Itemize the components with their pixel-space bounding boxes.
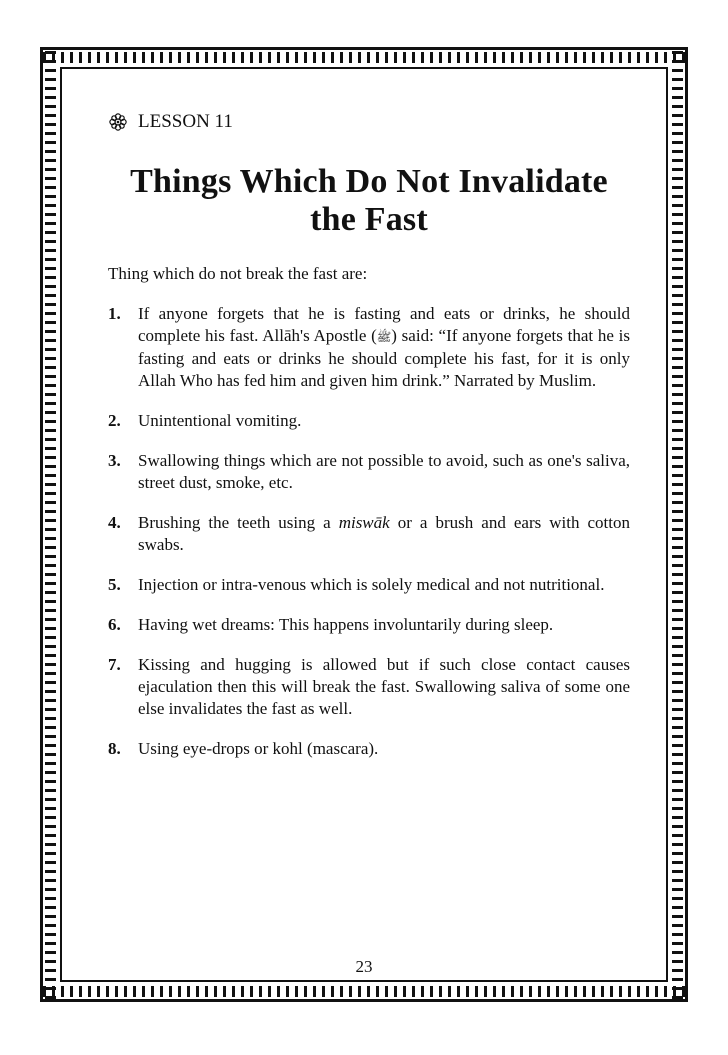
- item-text: Injection or intra-venous which is solely medical and not nutritional.: [138, 575, 605, 594]
- list-item: [108, 450, 630, 494]
- item-number: 6.: [108, 615, 121, 634]
- item-text: Having wet dreams: This happens involuntarily during sleep.: [138, 615, 554, 634]
- page-title-line-2: the Fast: [310, 201, 428, 238]
- item-text-part: If anyone forgets that he is fasting and eats or drinks, he should complete his fast. Allāh's Apostle (: [138, 304, 630, 345]
- item-text: Kissing and hugging is allowed but if such close contact causes ejaculation then this will break the fast. Swallowing saliva of some one else invalidates the fast as well.: [138, 655, 630, 718]
- item-text: Using eye-drops or kohl (mascara).: [138, 739, 379, 758]
- page-title-line-1: Things Which Do Not Invalidate: [130, 163, 608, 200]
- item-number: 7.: [108, 655, 121, 674]
- list-item: [108, 574, 630, 596]
- list-item: [108, 303, 630, 392]
- pbuh-symbol: ﷺ: [376, 330, 392, 344]
- rosette-icon: [108, 112, 128, 132]
- list-item: [108, 410, 630, 432]
- lesson-heading: [108, 108, 630, 136]
- item-text-part: ) said: “If anyone forgets that he is fasting and eats or drinks he should complete his fast, for it is only Allah Who has fed him and given him drink.” Narrated by Muslim.: [138, 326, 630, 390]
- page-number: 23: [355, 957, 373, 976]
- item-number: 1.: [108, 304, 121, 323]
- list-item: [108, 738, 630, 760]
- item-text-part: Brushing the teeth using a: [138, 513, 339, 532]
- item-number: 4.: [108, 513, 121, 532]
- list-item: [108, 614, 630, 636]
- item-number: 2.: [108, 411, 121, 430]
- list-item: [108, 654, 630, 720]
- item-number: 8.: [108, 739, 121, 758]
- item-number: 3.: [108, 451, 121, 470]
- item-text: Swallowing things which are not possible to avoid, such as one's saliva, street dust, smoke, etc.: [138, 451, 630, 492]
- lesson-label: LESSON 11: [138, 111, 233, 132]
- list-item: [108, 512, 630, 556]
- page-content: [108, 108, 630, 778]
- item-text-part: or a brush and ears with cotton swabs.: [138, 513, 630, 554]
- item-number: 5.: [108, 575, 121, 594]
- item-emphasis: miswāk: [338, 513, 390, 532]
- intro-text: Thing which do not break the fast are:: [108, 264, 368, 283]
- item-text: Unintentional vomiting.: [138, 411, 302, 430]
- page-title: [108, 163, 630, 239]
- items-list: [108, 303, 630, 760]
